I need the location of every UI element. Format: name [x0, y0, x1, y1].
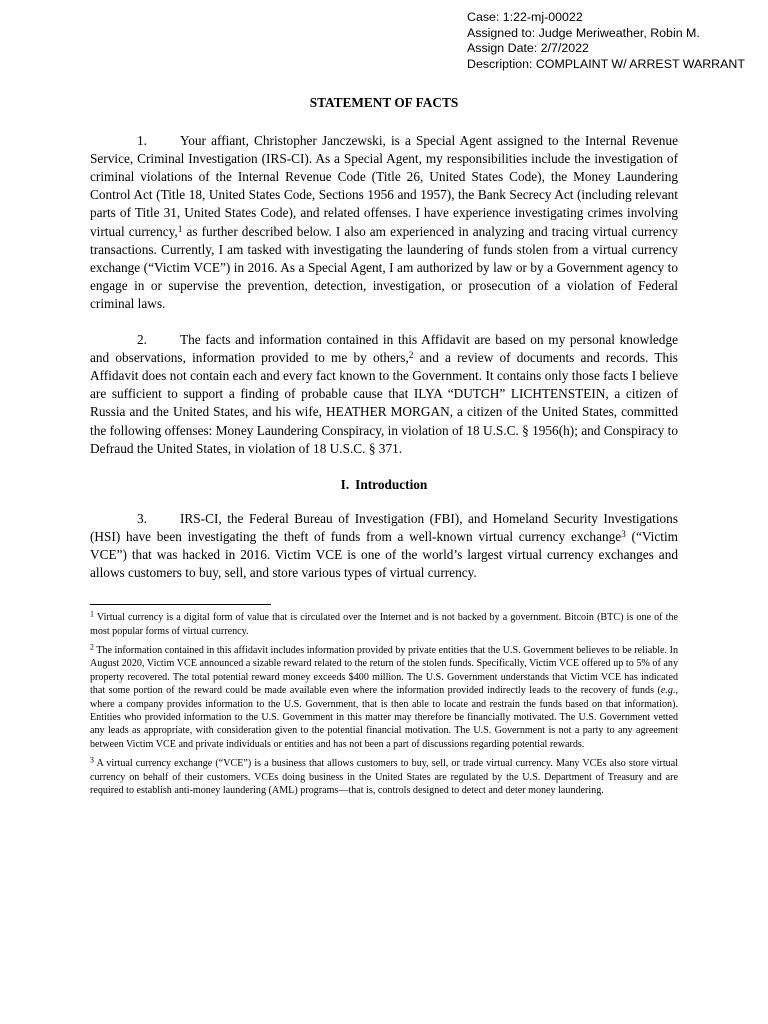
paragraph-3 — [90, 510, 678, 582]
section-heading — [90, 476, 678, 494]
footnote-ref-2[interactable]: 2 — [408, 350, 414, 361]
paragraph-text: Your affiant, Christopher Janczewski, is a Special Agent assigned to the Internal Revenue Service, Criminal Investigation (IRS-CI). As a Special Agent, my responsibilities include the investigation of criminal violations of the Internal Revenue Code (Title 26, United States Code), the Money Laundering Control Act (Title 18, United States Code, Sections 1956 and 1957), the Bank Secrecy Act (including relevant parts of Title 31, United States Code), and related offenses. I have experience investigating crimes involving virtual currency, — [90, 133, 678, 239]
footnote-text: Virtual currency is a digital form of value that is circulated over the Internet and is not backed by a government. Bitcoin (BTC) is one of the most popular forms of virtual currency. — [90, 612, 678, 637]
footnote-text: , where a company provides information to the U.S. Government, that is then able to locate and restrain the funds based on that information). Entities who provided information to the U.S. Government in this matter may therefore be financially motivated. The U.S. Government vetted any leads as appropriate, with consideration given to the potential financial motivation. The U.S. Government is not a party to any agreement between Victim VCE and private individuals or entities and has not been a part of discussions regarding potential rewards. — [90, 685, 678, 750]
paragraph-text: The facts and information contained in this Affidavit are based on my personal knowledge and observations, information provided to me by others, — [90, 332, 678, 366]
assign-date: Assign Date: 2/7/2022 — [467, 41, 589, 55]
footnote-1 — [90, 611, 678, 638]
footnote-ref-3[interactable]: 3 — [621, 529, 626, 540]
paragraph-2 — [90, 331, 678, 458]
footnote-2 — [90, 644, 678, 751]
paragraph-text: IRS-CI, the Federal Bureau of Investigation (FBI), and Homeland Security Investigations (HSI) have been investigating the theft of funds from a well-known virtual currency exchange — [90, 510, 678, 544]
case-description: Description: COMPLAINT W/ ARREST WARRANT — [467, 56, 745, 71]
section-title: Introduction — [355, 476, 428, 492]
paragraph-text: and a review of documents and records. This Affidavit does not contain each and every fact known to the Government. It contains only those facts I believe are sufficient to support a finding of probable cause that ILYA “DUTCH” LICHTENSTEIN, a citizen of Russia and the United States, and his wife, HEATHER MORGAN, a citizen of the United States, committed the following offenses: Money Laundering Conspiracy, in violation of 18 U.S.C. § 1956(h); and Conspiracy to Defraud the United States, in violation of 18 U.S.C. § 371. — [90, 350, 678, 456]
document-body — [90, 94, 678, 803]
footnote-3 — [90, 757, 678, 797]
footnote-marker: 3 — [90, 755, 94, 765]
footnote-marker: 2 — [90, 642, 94, 652]
footnote-ref-1[interactable]: 1 — [177, 224, 183, 235]
paragraph-number: 3. — [137, 510, 147, 526]
footnote-separator — [90, 604, 271, 605]
footnote-text: A virtual currency exchange (“VCE”) is a business that allows customers to buy, sell, or trade virtual currency. Many VCEs also store virtual currency on behalf of their customers. VCEs doing business in the United States are regulated by the U.S. Department of Treasury and are required to establish anti-money laundering (AML) programs—that is, controls designed to detect and deter money laundering. — [90, 758, 678, 797]
paragraph-number: 2. — [137, 332, 147, 348]
paragraph-1 — [90, 132, 678, 313]
case-stamp — [467, 10, 763, 72]
case-number: Case: 1:22-mj-00022 — [467, 10, 583, 24]
paragraph-number: 1. — [137, 133, 147, 149]
document-title: STATEMENT OF FACTS — [309, 95, 459, 110]
paragraph-text: as further described below. I also am experienced in analyzing and tracing virtual currency transactions. Currently, I am tasked with investigating the laundering of funds stolen from a virtual currency exchange (“Victim VCE”) in 2016. As a Special Agent, I am authorized by law or by a Government agency to engage in or supervise the prevention, detection, investigation, or prosecution of a violation of Federal criminal laws. — [90, 223, 678, 311]
footnote-text: The information contained in this affidavit includes information provided by private entities that the U.S. Government believes to be reliable. In August 2020, Victim VCE announced a sizable reward related to the return of the stolen funds. Specifically, Victim VCE offered up to 5% of any property recovered. The total potential reward money exceeds $400 million. The U.S. Government understands that Victim VCE has indicated that some portion of the reward could be made available even where the information provided indirectly leads to the recovery of funds ( — [90, 644, 678, 697]
footnote-emphasis: e.g. — [660, 685, 676, 697]
section-number: I. — [340, 476, 350, 492]
footnote-marker: 1 — [90, 609, 94, 619]
assigned-judge: Assigned to: Judge Meriweather, Robin M. — [467, 25, 700, 40]
paragraph-text: (“Victim VCE”) that was hacked in 2016. Victim VCE is one of the world’s largest virtual currency exchanges and allows customers to buy, sell, and store various types of virtual currency. — [90, 528, 678, 581]
